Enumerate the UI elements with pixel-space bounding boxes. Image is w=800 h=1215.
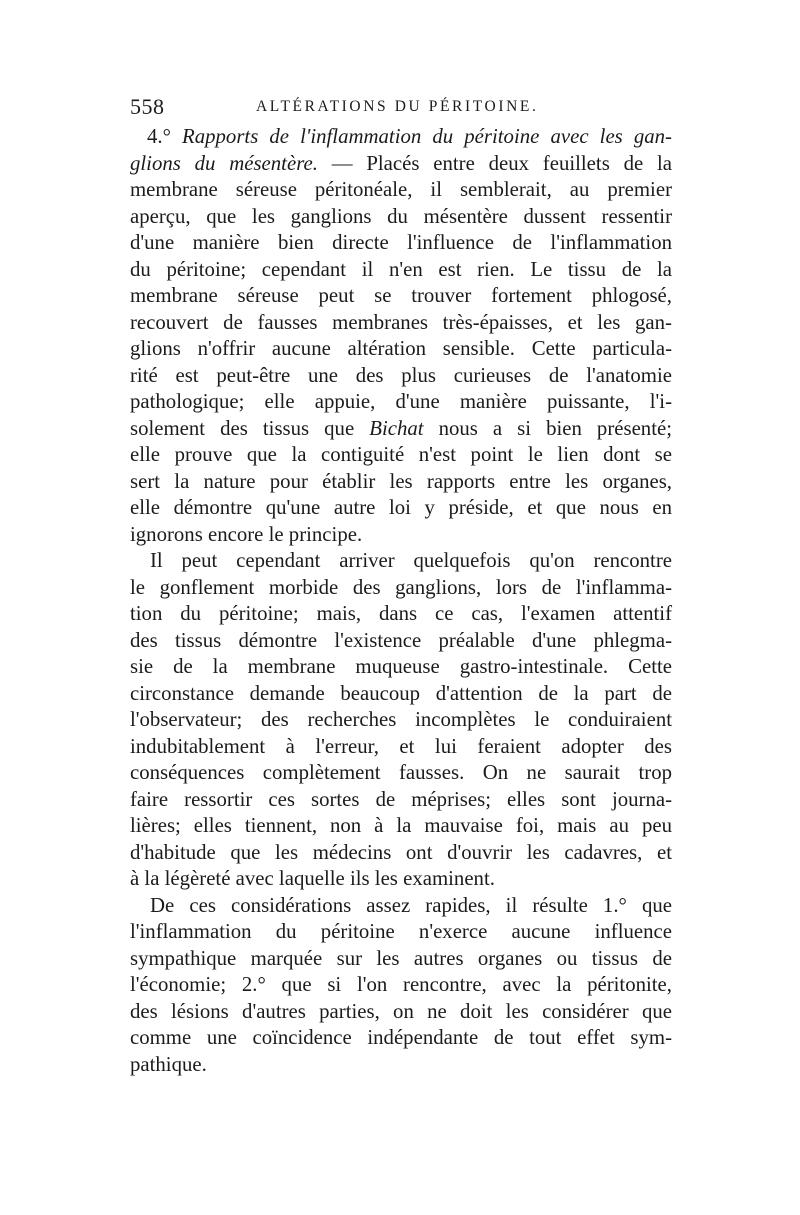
text-line: recouvert de fausses membranes très-épaisses, et les gan- [130, 310, 672, 334]
paragraph-start-line: De ces considérations assez rapides, il résulte 1.° que [150, 893, 672, 917]
text-line-with-name [130, 416, 672, 443]
text-line: d'habitude que les médecins ont d'ouvrir les cadavres, et [130, 840, 672, 864]
text-line: pathologique; elle appuie, d'une manière puissante, l'i- [130, 390, 672, 413]
text-line: comme une coïncidence indépendante de tout effet sym- [130, 1026, 672, 1049]
text-line: membrane séreuse péritonéale, il semblerait, au premier [130, 178, 672, 201]
text-line: d'une manière bien directe l'influence de l'inflammation [130, 231, 672, 254]
text-line: à la légèreté avec laquelle ils les examinent. [130, 867, 495, 890]
text-line: membrane séreuse peut se trouver fortement phlogosé, [130, 284, 672, 307]
text-line: elle prouve que la contiguité n'est point le lien dont se [130, 443, 672, 466]
section-title-continuation: — Placés entre deux feuillets de la [317, 151, 672, 175]
text-line: ignorons encore le principe. [130, 522, 363, 546]
author-name-bichat: Bichat [369, 416, 424, 440]
text-line: elle démontre qu'une autre loi y préside, et que nous en [130, 496, 672, 519]
section-heading-line-1 [130, 124, 672, 151]
text-line: des lésions d'autres parties, on ne doit les considérer que [130, 999, 672, 1023]
text-line: glions n'offrir aucune altération sensible. Cette particula- [130, 337, 672, 360]
text-line: l'observateur; des recherches incomplètes le conduiraient [130, 708, 672, 731]
text-line: des tissus démontre l'existence préalable d'une phlegma- [130, 628, 672, 652]
text-segment: solement des tissus que [130, 416, 370, 440]
text-line: faire ressortir ces sortes de méprises; elles sont journa- [130, 787, 672, 811]
page-number: 558 [130, 94, 165, 119]
text-line: rité est peut-être une des plus curieuses de l'anatomie [130, 363, 672, 387]
text-line: aperçu, que les ganglions du mésentère dussent ressentir [130, 204, 672, 228]
running-title: ALTÉRATIONS DU PÉRITOINE. [256, 98, 539, 115]
section-heading-line-2 [130, 151, 672, 178]
text-line: tion du péritoine; mais, dans ce cas, l'examen attentif [130, 602, 672, 625]
section-title-part-1: Rapports de l'inflammation du péritoine avec les gan- [182, 125, 672, 148]
text-line: l'inflammation du péritoine n'exerce aucune influence [130, 920, 672, 943]
text-line: conséquences complètement fausses. On ne saurait trop [130, 761, 672, 784]
text-line: lières; elles tiennent, non à la mauvaise foi, mais au peu [130, 814, 672, 837]
section-number: 4.° [147, 125, 171, 148]
text-line: du péritoine; cependant il n'en est rien. Le tissu de la [130, 257, 672, 281]
text-line: sert la nature pour établir les rapports entre les organes, [130, 469, 672, 493]
text-line: pathique. [130, 1052, 207, 1076]
text-line: sympathique marquée sur les autres organes ou tissus de [130, 946, 672, 970]
text-line: l'économie; 2.° que si l'on rencontre, avec la péritonite, [130, 973, 672, 996]
text-line: circonstance demande beaucoup d'attention de la part de [130, 681, 672, 705]
paragraph-start-line: Il peut cependant arriver quelquefois qu'on rencontre [150, 549, 672, 572]
section-title-part-2: glions du mésentère. [130, 151, 318, 175]
body-text [130, 124, 672, 1078]
text-line: le gonflement morbide des ganglions, lors de l'inflamma- [130, 575, 672, 599]
page-header [130, 94, 672, 124]
text-line: indubitablement à l'erreur, et lui feraient adopter des [130, 734, 672, 758]
text-segment: nous a si bien présenté; [423, 416, 672, 440]
text-line: sie de la membrane muqueuse gastro-intestinale. Cette [130, 655, 672, 678]
